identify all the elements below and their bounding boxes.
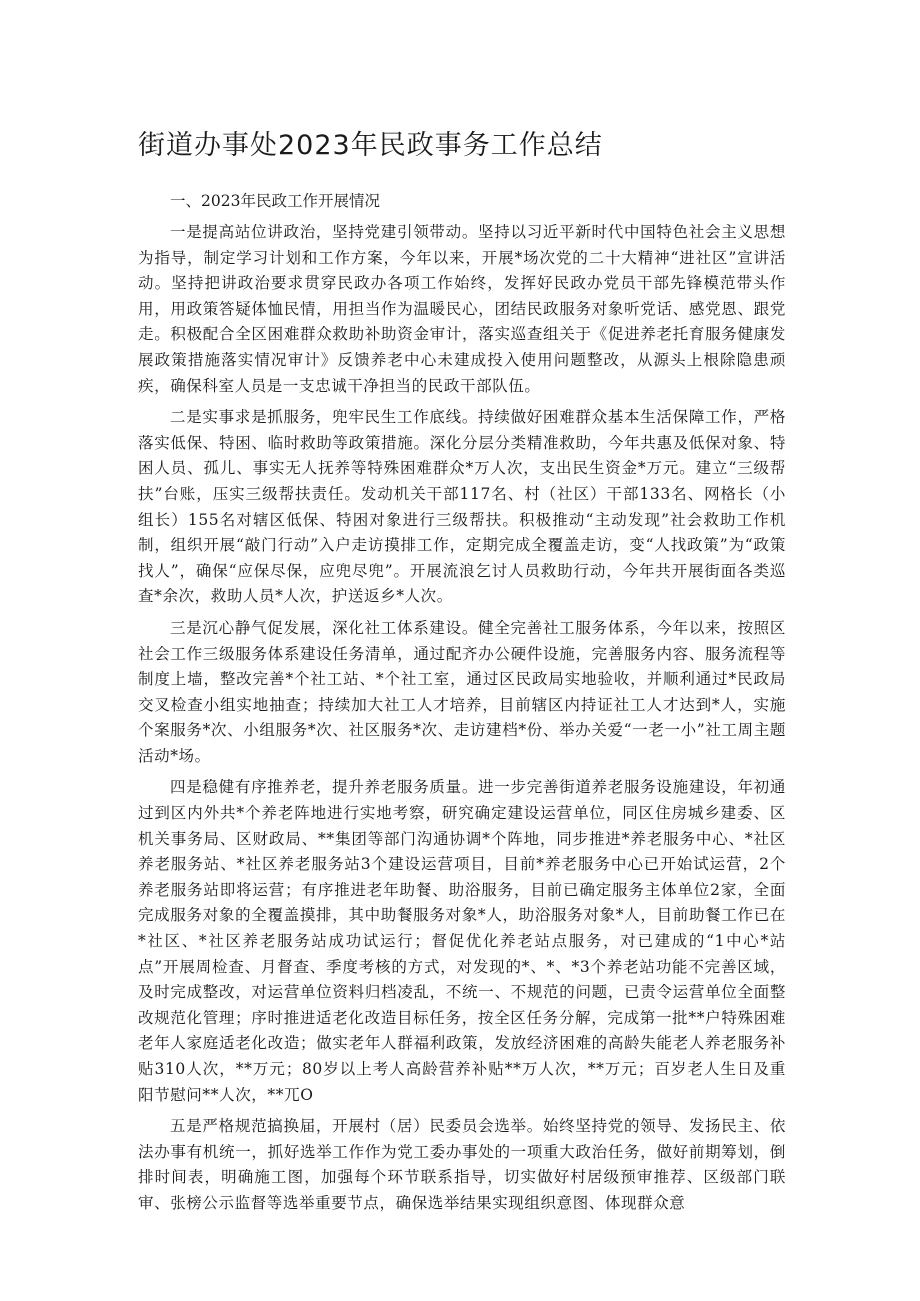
paragraph-party-building: 一是提高站位讲政治，坚持党建引领带动。坚持以习近平新时代中国特色社会主义思想为指导，制定学习计划和工作方案，今年以来，开展*场次党的二十大精神“进社区”宣讲活动。坚持把讲政治要求贯穿民政办各项工作始终，发挥好民政办党员干部先锋模范带头作用，用政策答疑体恤民情，用担当作为温暖民心，团结民政服务对象听党话、感党恩、跟党走。积极配合全区困难群众救助补助资金审计，落实巡查组关于《促进养老托育服务健康发展政策措施落实情况审计》反馈养老中心未建成投入使用问题整改，从源头上根除隐患顽疾，确保科室人员是一支忠诚干净担当的民政干部队伍。 bbox=[138, 223, 786, 395]
paragraph-social-assistance: 二是实事求是抓服务，兜牢民生工作底线。持续做好困难群众基本生活保障工作，严格落实低保、特困、临时救助等政策措施。深化分层分类精准救助，今年共惠及低保对象、特困人员、孤儿、事实无人抚养等特殊困难群众*万人次，支出民生资金*万元。建立“三级帮扶”台账，压实三级帮扶责任。发动机关干部117名、村（社区）干部133名、网格长（小组长）155名对辖区低保、特困对象进行三级帮扶。积极推动“主动发现”社会救助工作机制，组织开展“敲门行动”入户走访摸排工作，定期完成全覆盖走访，变“人找政策”为“政策找人”，确保“应保尽保，应兜尽兜”。开展流浪乞讨人员救助行动，今年共开展街面各类巡查*余次，救助人员*人次，护送返乡*人次。 bbox=[138, 408, 786, 606]
section-heading: 一、2023年民政工作开展情况 bbox=[170, 192, 380, 210]
document-title: 街道办事处2023年民政事务工作总结 bbox=[138, 130, 603, 161]
paragraph-social-work: 三是沉心静气促发展，深化社工体系建设。健全完善社工服务体系，今年以来，按照区社会工作三级服务体系建设任务清单，通过配齐办公硬件设施，完善服务内容、服务流程等制度上墙，整改完善*个社工站、*个社工室，通过区民政局实地验收，并顺利通过*民政局交叉检查小组实地抽查；持续加大社工人才培养，目前辖区内持证社工人才达到*人，实施个案服务*次、小组服务*次、社区服务*次、走访建档*份、举办关爱“一老一小”社工周主题活动*场。 bbox=[138, 618, 786, 765]
paragraph-election: 五是严格规范搞换届，开展村（居）民委员会选举。始终坚持党的领导、发扬民主、依法办事有机统一，抓好选举工作作为党工委办事处的一项重大政治任务，做好前期筹划，倒排时间表，明确施工图，加强每个环节联系指导，切实做好村居级预审推荐、区级部门联审、张榜公示监督等选举重要节点，确保选举结果实现组织意图、体现群众意 bbox=[138, 1117, 786, 1212]
document-page bbox=[138, 126, 786, 1223]
paragraph-elderly-care: 四是稳健有序推养老，提升养老服务质量。进一步完善街道养老服务设施建设，年初通过到区内外共*个养老阵地进行实地考察，研究确定建设运营单位，同区住房城乡建委、区机关事务局、区财政局、**集团等部门沟通协调*个阵地，同步推进*养老服务中心、*社区养老服务站、*社区养老服务站3个建设运营项目，目前*养老服务中心已开始试运营，2个养老服务站即将运营；有序推进老年助餐、助浴服务，目前已确定服务主体单位2家，全面完成服务对象的全覆盖摸排，其中助餐服务对象*人，助浴服务对象*人，目前助餐工作已在*社区、*社区养老服务站成功试运行；督促优化养老站点服务，对已建成的“1中心*站点”开展周检查、月督查、季度考核的方式，对发现的*、*、*3个养老站功能不完善区域，及时完成整改，对运营单位资料归档凌乱，不统一、不规范的问题，已责令运营单位全面整改规范化管理；序时推进适老化改造目标任务，按全区任务分解，完成第一批**户特殊困难老年人家庭适老化改造；做实老年人群福利政策，发放经济困难的高龄失能老人养老服务补贴310人次，**万元；80岁以上考人高龄营养补贴**万人次，**万元；百岁老人生日及重阳节慰问**人次，**兀O bbox=[138, 778, 786, 1104]
